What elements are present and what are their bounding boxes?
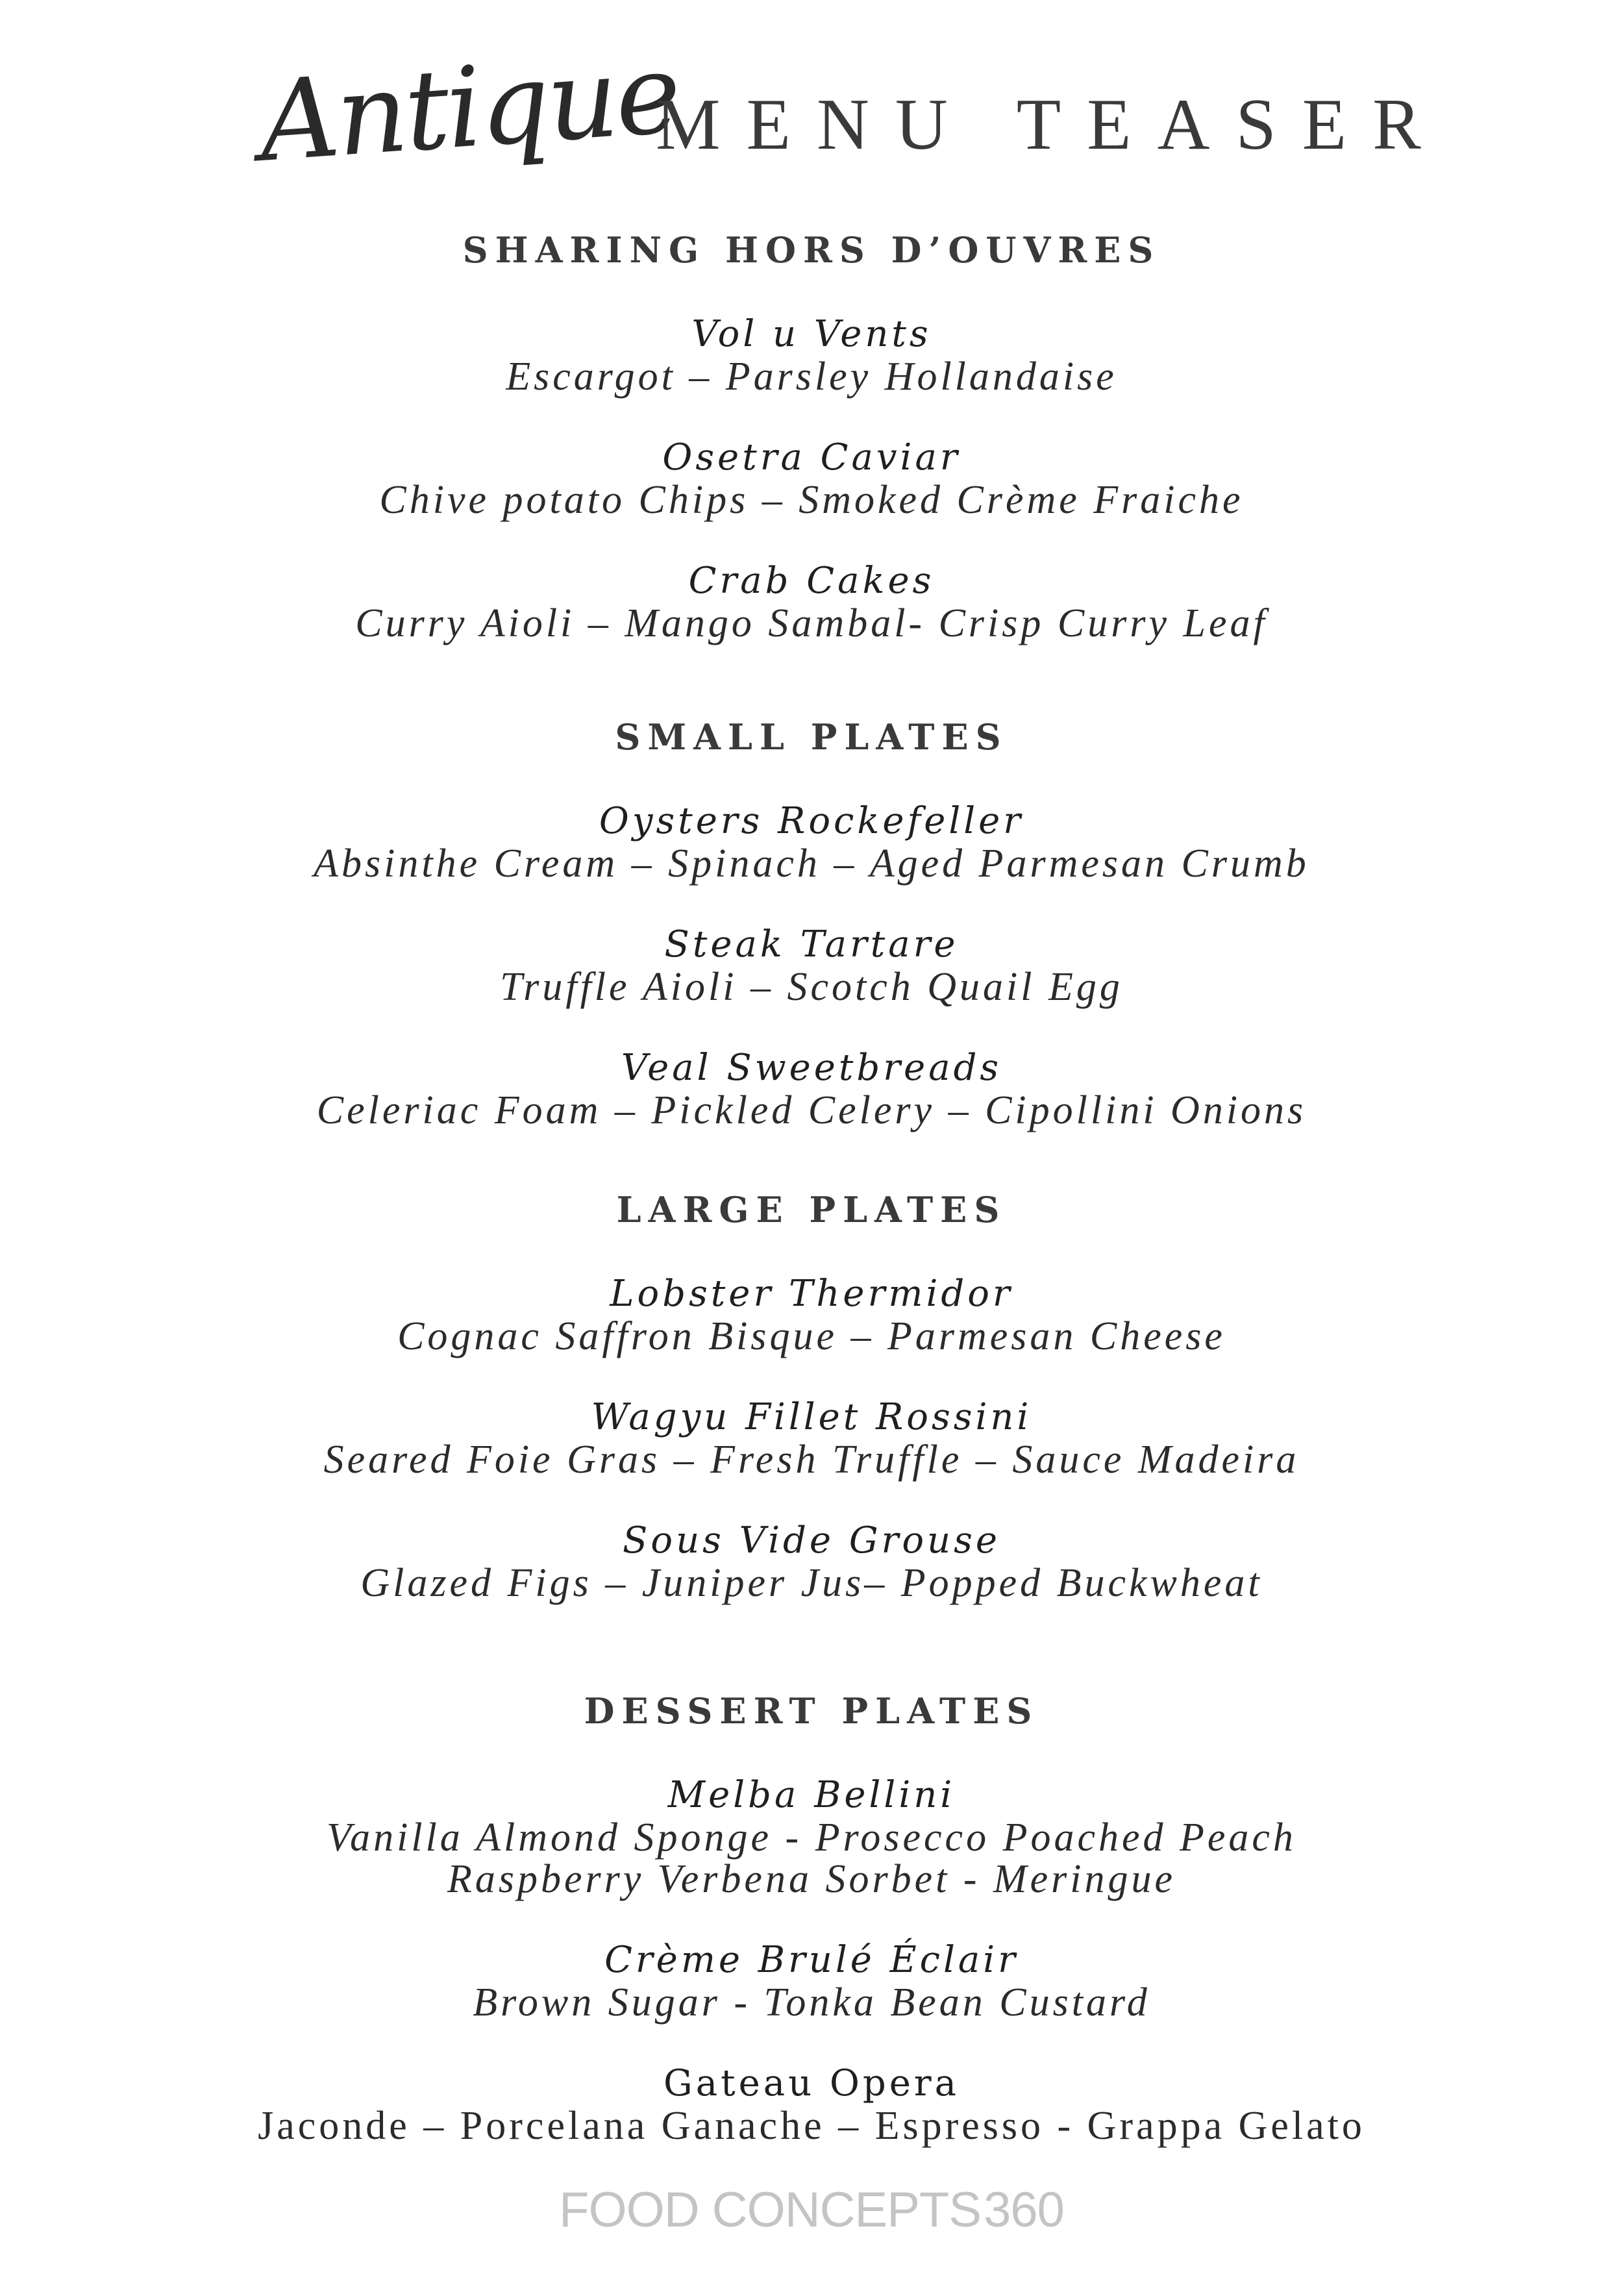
item-name: Osetra Caviar — [662, 436, 961, 479]
script-title: Antique — [255, 29, 683, 187]
item-name: Oysters Rockefeller — [599, 800, 1024, 842]
item-name: Crab Cakes — [688, 560, 935, 602]
item-name: Gateau Opera — [663, 2062, 960, 2104]
menu-item — [0, 560, 1623, 644]
footer-logo-360: 360 — [984, 2182, 1064, 2238]
item-name: Lobster Thermidor — [610, 1273, 1013, 1315]
footer-logo-food: FOOD — [559, 2182, 699, 2238]
item-name: Wagyu Fillet Rossini — [591, 1396, 1032, 1438]
menu-item — [0, 1396, 1623, 1480]
menu-item — [0, 923, 1623, 1008]
item-description: Jaconde – Porcelana Ganache – Espresso - Grappa Gelato — [258, 2104, 1365, 2148]
item-description: Truffle Aioli – Scotch Quail Egg — [500, 965, 1123, 1009]
section-title: SHARING HORS D’OUVRES — [462, 229, 1161, 271]
item-description: Raspberry Verbena Sorbet - Meringue — [447, 1857, 1176, 1901]
item-description: Curry Aioli – Mango Sambal- Crisp Curry Leaf — [355, 601, 1268, 645]
section-title: DESSERT PLATES — [584, 1690, 1039, 1732]
menu-item — [0, 313, 1623, 397]
section-dessert-plates — [0, 1688, 1623, 2147]
item-description: Escargot – Parsley Hollandaise — [506, 355, 1117, 399]
section-large-plates — [0, 1187, 1623, 1604]
menu-item — [0, 2062, 1623, 2147]
item-name: Melba Bellini — [667, 1774, 956, 1816]
item-description: Absinthe Cream – Spinach – Aged Parmesan Crumb — [314, 842, 1309, 886]
item-description: Vanilla Almond Sponge - Prosecco Poached Peach — [327, 1816, 1296, 1860]
item-name: Veal Sweetbreads — [621, 1047, 1002, 1089]
item-description: Celeriac Foam – Pickled Celery – Cipollini Onions — [316, 1088, 1307, 1132]
menu-header — [0, 29, 1623, 214]
footer-logo-concepts: CONCEPTS — [712, 2182, 982, 2238]
footer-logo — [0, 2182, 1623, 2238]
item-name: Vol u Vents — [691, 313, 932, 355]
section-small-plates — [0, 714, 1623, 1131]
item-description: Chive potato Chips – Smoked Crème Fraiche — [379, 478, 1244, 522]
menu-item — [0, 1273, 1623, 1357]
menu-item — [0, 1774, 1623, 1900]
item-name: Steak Tartare — [664, 923, 959, 966]
item-description: Brown Sugar - Tonka Bean Custard — [473, 1980, 1150, 2025]
section-title: SMALL PLATES — [615, 716, 1008, 758]
item-name: Sous Vide Grouse — [622, 1519, 1000, 1562]
item-name: Crème Brulé Éclair — [604, 1939, 1019, 1981]
section-title: LARGE PLATES — [616, 1189, 1007, 1230]
item-description: Glazed Figs – Juniper Jus– Popped Buckwheat — [360, 1561, 1263, 1605]
menu-title: MENU TEASER — [656, 84, 1447, 165]
item-description: Cognac Saffron Bisque – Parmesan Cheese — [397, 1314, 1226, 1358]
menu-item — [0, 1047, 1623, 1131]
item-description: Seared Foie Gras – Fresh Truffle – Sauce Madeira — [323, 1438, 1300, 1482]
menu-item — [0, 800, 1623, 884]
menu-item — [0, 1519, 1623, 1604]
menu-item — [0, 436, 1623, 521]
menu-item — [0, 1939, 1623, 2023]
section-sharing-hors-douvres — [0, 227, 1623, 644]
